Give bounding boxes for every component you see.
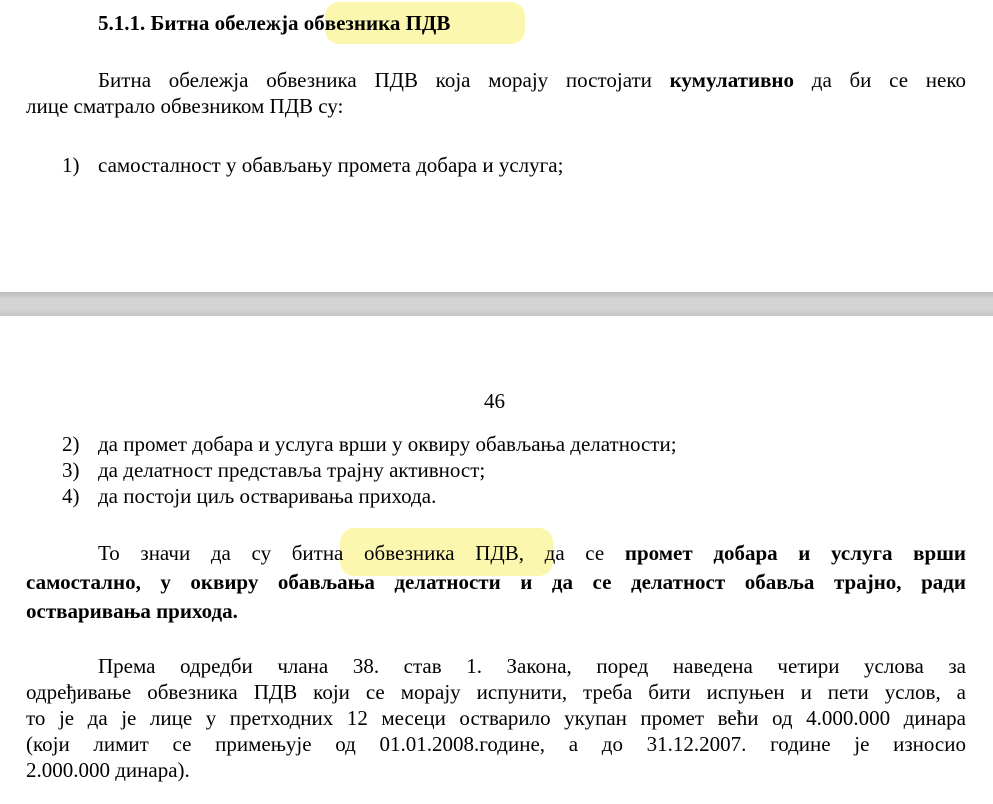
list-item-text: самосталност у обављању промета добара и услуга; — [98, 153, 564, 177]
list-item-number: 4) — [62, 484, 80, 508]
intro-text: Битна обележја обвезника ПДВ која морају постојати — [98, 68, 652, 92]
meaning-bold: самостално, у оквиру обављања делатности и да се делатност обавља трајно, ради — [26, 570, 966, 594]
list-item-number: 3) — [62, 458, 80, 482]
list-item — [62, 457, 485, 483]
intro-line-2: лице сматрало обвезником ПДВ су: — [26, 94, 344, 118]
closing-line-4 — [26, 731, 966, 757]
page-separator — [0, 292, 993, 316]
meaning-line-1 — [26, 540, 966, 566]
list-item — [62, 152, 563, 178]
meaning-highlight: обвезника ПДВ, — [364, 541, 524, 565]
closing-text: то је да је лице у претходних 12 месеци остварило укупан промет већи од 4.000.000 динара — [26, 706, 966, 730]
list-item-number: 2) — [62, 432, 80, 456]
list-item-text: да постоји циљ остваривања прихода. — [98, 484, 437, 508]
section-title: Битна обележја — [150, 11, 299, 35]
section-number: 5.1.1. — [98, 11, 146, 35]
intro-bold: кумулативно — [669, 68, 795, 92]
list-item-text: да делатност представља трајну активност; — [98, 458, 486, 482]
list-item — [62, 483, 436, 509]
section-title-highlight: обвезника ПДВ — [303, 11, 451, 35]
intro-text-end: да би се неко — [811, 68, 966, 92]
closing-text: (који лимит се примењује од 01.01.2008.године, а до 31.12.2007. године је износио — [26, 732, 966, 756]
meaning-bold: промет добара и услуга врши — [624, 541, 967, 565]
closing-text: одређивање обвезника ПДВ који се морају испунити, треба бити испуњен и пети услов, а — [26, 680, 966, 704]
document-page-lower — [0, 316, 993, 804]
list-item-number: 1) — [62, 153, 80, 177]
list-item — [62, 431, 677, 457]
meaning-line-3: остваривања прихода. — [26, 599, 238, 623]
closing-line-2 — [26, 679, 966, 705]
section-heading — [98, 10, 450, 36]
document-page-upper — [0, 0, 993, 292]
closing-line-3 — [26, 705, 966, 731]
intro-line-1 — [26, 67, 966, 93]
closing-line-5: 2.000.000 динара). — [26, 758, 190, 782]
meaning-text: То значи да су битна — [98, 541, 344, 565]
meaning-text: да се — [544, 541, 605, 565]
list-item-text: да промет добара и услуга врши у оквиру обављања делатности; — [98, 432, 677, 456]
closing-text: Према одредби члана 38. став 1. Закона, поред наведена четири услова за — [98, 654, 966, 678]
closing-line-1 — [26, 653, 966, 679]
meaning-line-2 — [26, 569, 966, 595]
page-number: 46 — [484, 389, 505, 413]
